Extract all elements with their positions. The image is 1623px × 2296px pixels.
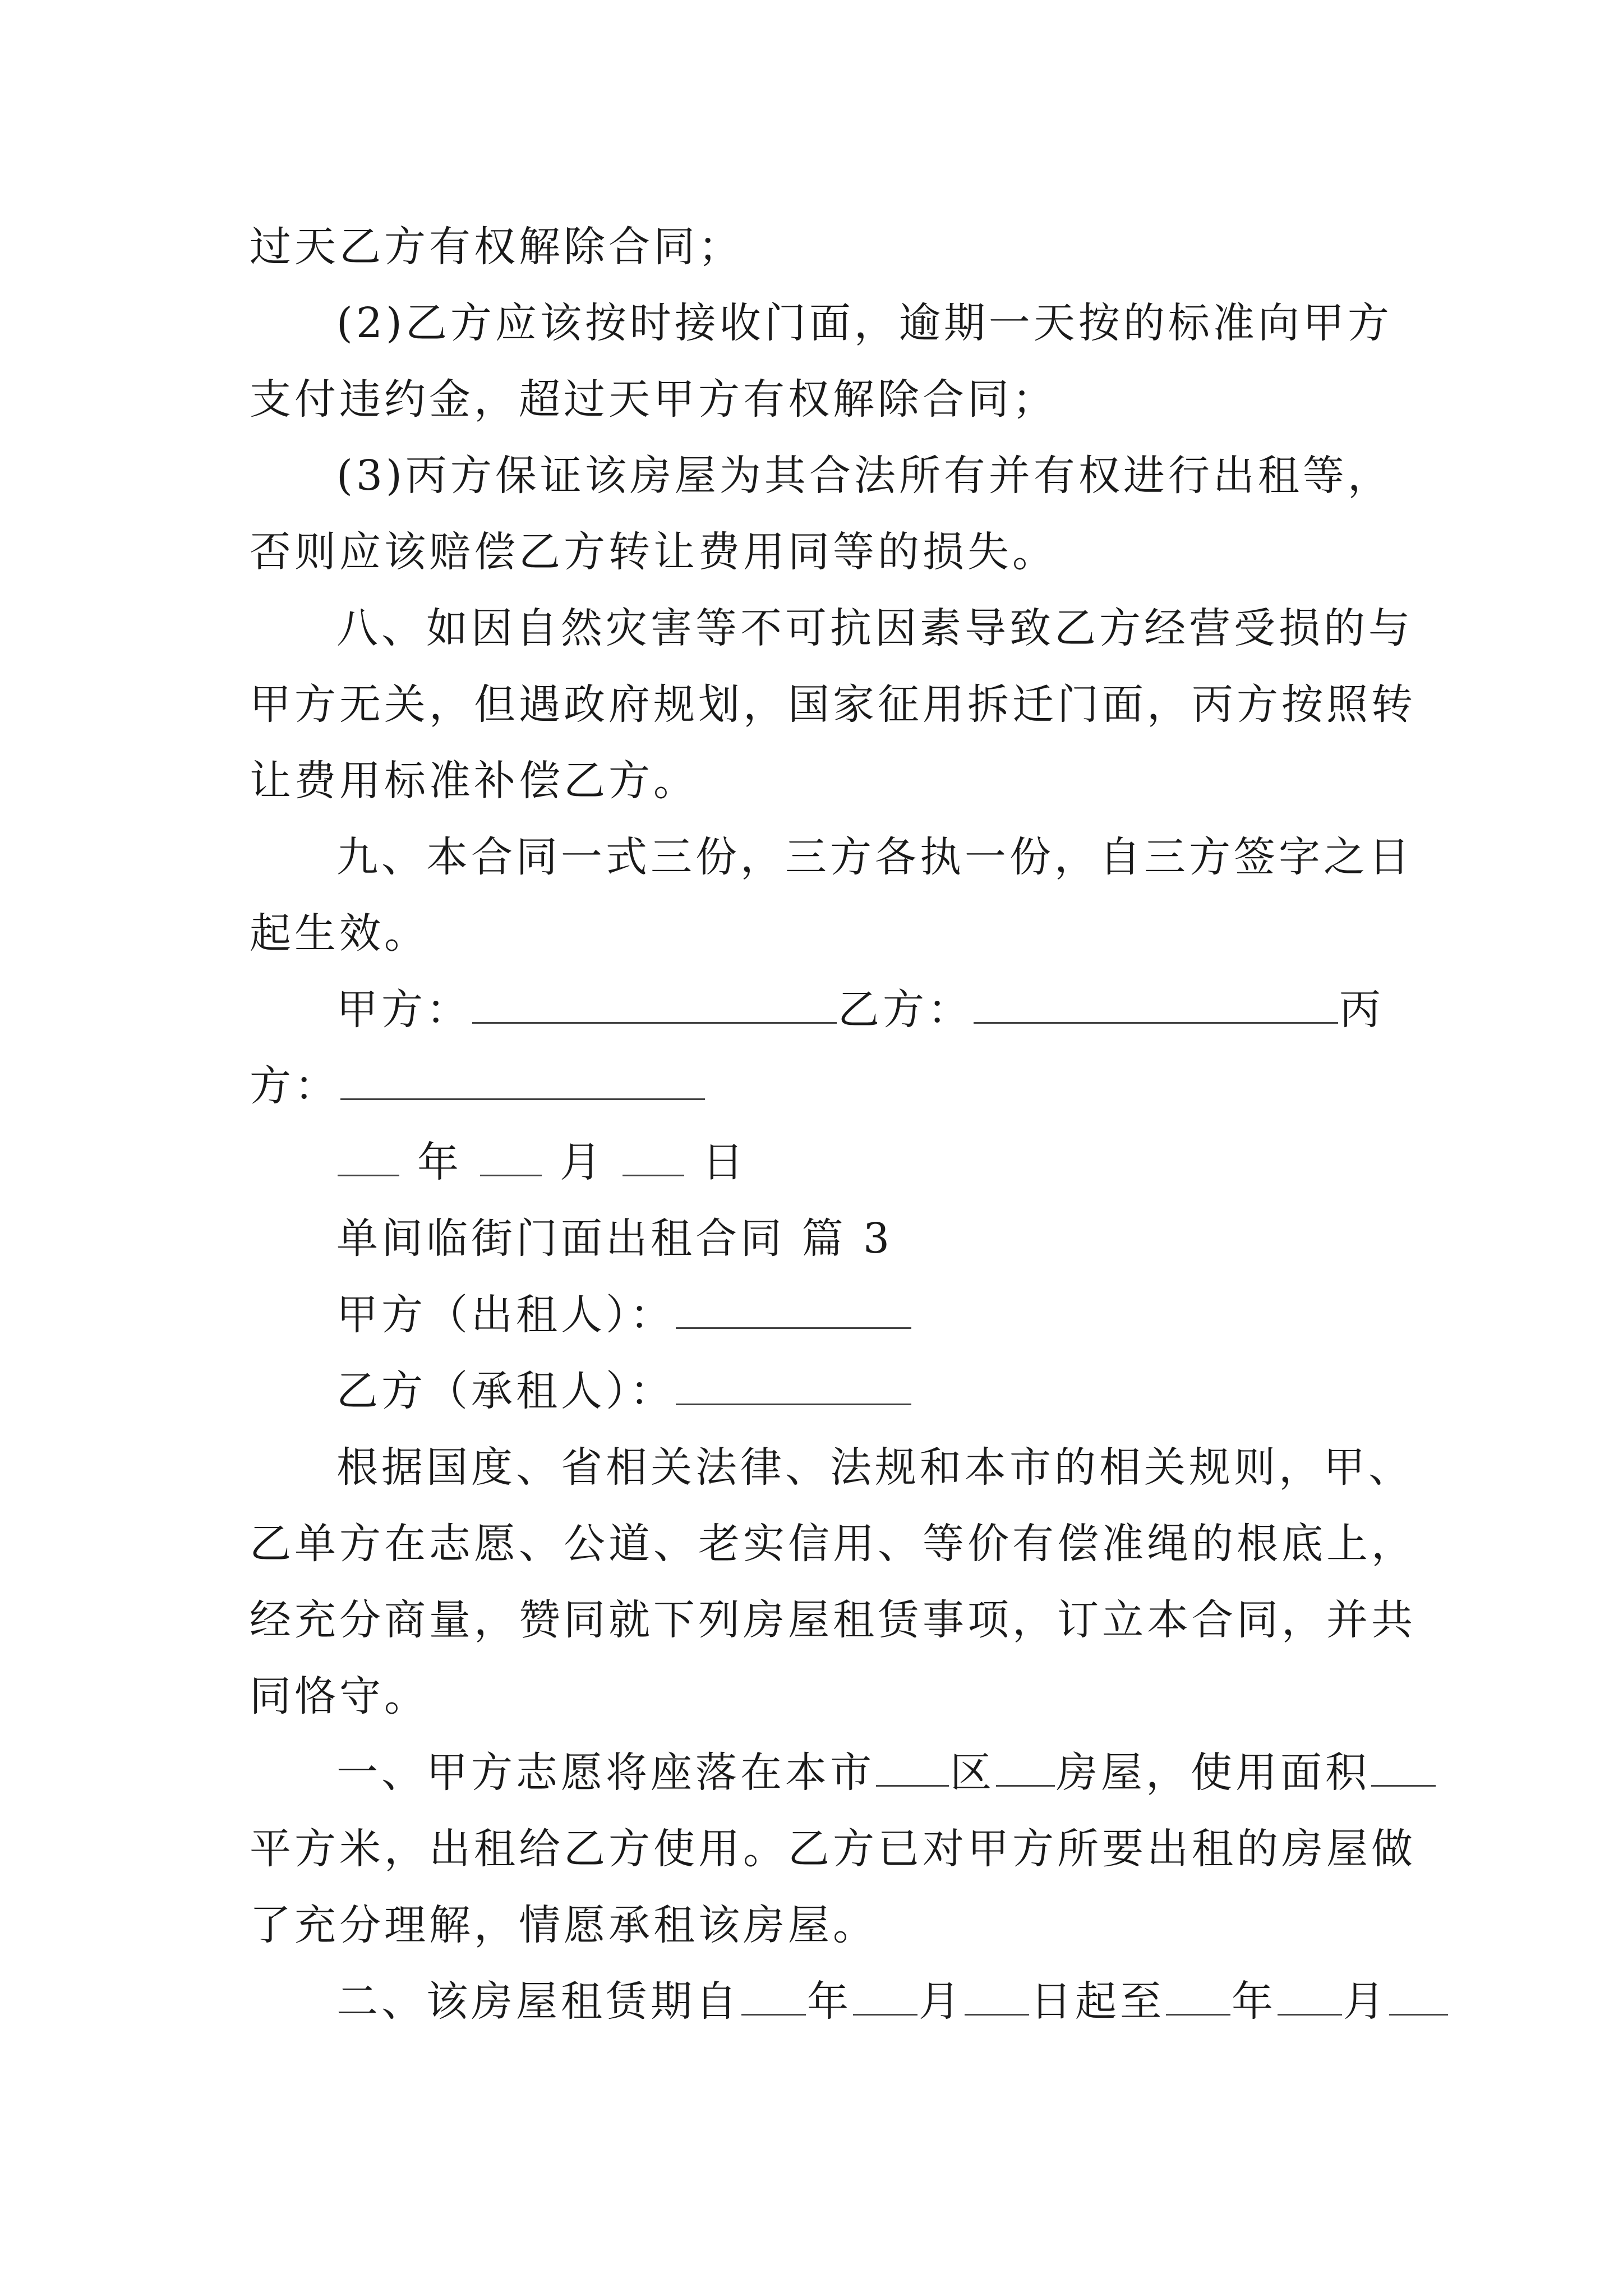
section-title: 单间临街门面出租合同 篇 3 (336, 1214, 893, 1263)
start-month-blank (853, 1970, 917, 2016)
clause-1-line (250, 1734, 1399, 1811)
clause-1-text: 一、甲方志愿将座落在本市 (336, 1749, 875, 1797)
day-blank (623, 1131, 684, 1176)
day-label: 日 (702, 1138, 747, 1186)
party-c-label-end: 方： (250, 1062, 339, 1110)
text-line: 了充分理解，情愿承租该房屋。 (250, 1901, 878, 1949)
date-line (250, 1124, 1399, 1200)
end-month-blank (1278, 1970, 1342, 2016)
month-label: 月 (560, 1138, 605, 1186)
party-c-label-start: 丙 (1339, 986, 1384, 1034)
party-a-label: 甲方： (336, 986, 471, 1034)
lessee-label: 乙方（承租人）： (336, 1367, 675, 1415)
party-c-blank (340, 1055, 705, 1100)
text-line: 八、如因自然灾害等不可抗因素导致乙方经营受损的与 (336, 604, 1413, 652)
end-day-blank (1389, 1970, 1448, 2016)
party-b-label: 乙方： (838, 986, 972, 1034)
signature-line-continued (250, 1048, 1399, 1124)
signature-line (250, 972, 1399, 1048)
year-blank (338, 1131, 399, 1176)
clause-2-text: 二、该房屋租赁期自 (336, 1977, 740, 2026)
text-line: (3)丙方保证该房屋为其合法所有并有权进行出租等， (336, 452, 1393, 500)
start-day-blank (965, 1970, 1029, 2016)
text-line: 否则应该赔偿乙方转让费用同等的损失。 (250, 528, 1057, 576)
end-year-label: 年 (1232, 1977, 1276, 2026)
year-label: 年 (417, 1138, 462, 1186)
start-year-blank (741, 1970, 806, 2016)
text-line: 支付违约金，超过天甲方有权解除合同； (250, 375, 1057, 424)
end-month-label: 月 (1343, 1977, 1388, 2026)
lessor-blank (676, 1283, 911, 1329)
text-line: 甲方无关，但遇政府规划，国家征用拆迁门面，丙方按照转 (250, 680, 1416, 729)
document-body (250, 209, 1416, 2040)
house-blank (996, 1741, 1055, 1787)
lessor-line (250, 1277, 1399, 1353)
lessor-label: 甲方（出租人）： (336, 1291, 675, 1339)
text-line: 起生效。 (250, 909, 429, 958)
text-line: 根据国度、省相关法律、法规和本市的相关规则，甲、 (336, 1443, 1413, 1492)
party-b-blank (974, 978, 1338, 1024)
text-line: 九、本合同一式三份，三方各执一份，自三方签字之日 (336, 833, 1413, 881)
until-text: 日起至 (1030, 1977, 1165, 2026)
text-line: 乙单方在志愿、公道、老实信用、等价有偿准绳的根底上， (250, 1520, 1416, 1568)
district-label: 区 (950, 1749, 995, 1797)
start-year-label: 年 (807, 1977, 852, 2026)
start-month-label: 月 (919, 1977, 963, 2026)
text-line: 平方米，出租给乙方使用。乙方已对甲方所要出租的房屋做 (250, 1825, 1416, 1873)
area-blank (1371, 1741, 1436, 1787)
clause-2-line (250, 1963, 1399, 2040)
lessee-blank (676, 1360, 911, 1405)
party-a-blank (472, 978, 837, 1024)
end-year-blank (1166, 1970, 1230, 2016)
district-blank (876, 1741, 949, 1787)
text-line: 经充分商量，赞同就下列房屋租赁事项，订立本合同，并共 (250, 1596, 1416, 1644)
area-text: 房屋，使用面积 (1056, 1749, 1370, 1797)
text-line: 同恪守。 (250, 1672, 429, 1720)
text-line: (2)乙方应该按时接收门面，逾期一天按的标准向甲方 (336, 299, 1393, 347)
text-line: 过天乙方有权解除合同； (250, 223, 743, 271)
text-line: 让费用标准补偿乙方。 (250, 757, 698, 805)
month-blank (480, 1131, 542, 1176)
lessee-line (250, 1353, 1399, 1429)
